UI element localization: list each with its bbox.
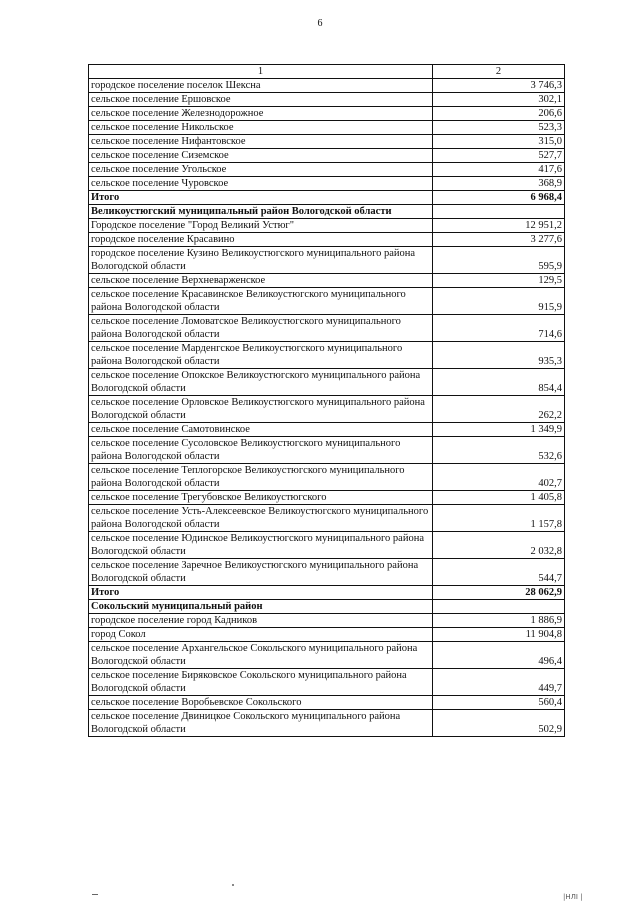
settlement-name-cell: сельское поселение Опокское Великоустюгского муниципального района Вологодской области	[89, 369, 433, 396]
amount-cell: 3 277,6	[433, 233, 565, 247]
table-row	[89, 342, 565, 369]
settlement-name-cell: сельское поселение Двиницкое Сокольского муниципального района Вологодской области	[89, 710, 433, 737]
amount-cell: 595,9	[433, 247, 565, 274]
amount-cell: 3 746,3	[433, 79, 565, 93]
amount-cell: 206,6	[433, 107, 565, 121]
settlement-name-cell: сельское поселение Ломоватское Великоустюгского муниципального района Вологодской области	[89, 315, 433, 342]
settlement-name-cell: сельское поселение Никольское	[89, 121, 433, 135]
amount-cell: 496,4	[433, 642, 565, 669]
district-name-cell: Сокольский муниципальный район	[89, 600, 433, 614]
settlement-name-cell: сельское поселение Железнодорожное	[89, 107, 433, 121]
amount-cell	[433, 205, 565, 219]
table-row	[89, 288, 565, 315]
settlement-name-cell: городское поселение город Кадников	[89, 614, 433, 628]
settlement-name-cell: сельское поселение Биряковское Сокольского муниципального района Вологодской области	[89, 669, 433, 696]
settlement-name-cell: Городское поселение "Город Великий Устюг"	[89, 219, 433, 233]
settlement-name-cell: городское поселение Кузино Великоустюгского муниципального района Вологодской области	[89, 247, 433, 274]
table-row	[89, 559, 565, 586]
settlement-name-cell: сельское поселение Нифантовское	[89, 135, 433, 149]
table-row	[89, 437, 565, 464]
amount-cell: 560,4	[433, 696, 565, 710]
table-row	[89, 163, 565, 177]
section-header-row	[89, 205, 565, 219]
table-row	[89, 135, 565, 149]
amount-cell: 854,4	[433, 369, 565, 396]
amount-cell: 544,7	[433, 559, 565, 586]
table-row	[89, 149, 565, 163]
amount-cell: 368,9	[433, 177, 565, 191]
amount-cell: 262,2	[433, 396, 565, 423]
table-row	[89, 669, 565, 696]
amount-cell: 1 886,9	[433, 614, 565, 628]
settlement-name-cell: Итого	[89, 586, 433, 600]
amount-cell: 315,0	[433, 135, 565, 149]
amount-cell: 527,7	[433, 149, 565, 163]
settlement-name-cell: сельское поселение Орловское Великоустюгского муниципального района Вологодской области	[89, 396, 433, 423]
settlement-name-cell: сельское поселение Сиземское	[89, 149, 433, 163]
table-row	[89, 696, 565, 710]
table-row	[89, 642, 565, 669]
table-row	[89, 219, 565, 233]
amount-cell: 915,9	[433, 288, 565, 315]
column-header-1: 1	[89, 65, 433, 79]
settlement-name-cell: сельское поселение Сусоловское Великоустюгского муниципального района Вологодской области	[89, 437, 433, 464]
table-row	[89, 274, 565, 288]
settlement-name-cell: сельское поселение Ершовское	[89, 93, 433, 107]
settlement-name-cell: сельское поселение Заречное Великоустюгского муниципального района Вологодской области	[89, 559, 433, 586]
amount-cell: 302,1	[433, 93, 565, 107]
table-row	[89, 614, 565, 628]
settlement-name-cell: сельское поселение Воробьевское Сокольского	[89, 696, 433, 710]
settlement-name-cell: сельское поселение Угольское	[89, 163, 433, 177]
amount-cell: 1 157,8	[433, 505, 565, 532]
settlement-name-cell: городское поселение поселок Шексна	[89, 79, 433, 93]
table-row	[89, 233, 565, 247]
table-row	[89, 177, 565, 191]
settlement-name-cell: Итого	[89, 191, 433, 205]
settlement-name-cell: сельское поселение Теплогорское Великоустюгского муниципального района Вологодской области	[89, 464, 433, 491]
table-row	[89, 79, 565, 93]
settlement-name-cell: сельское поселение Красавинское Великоустюгского муниципального района Вологодской области	[89, 288, 433, 315]
amount-cell: 12 951,2	[433, 219, 565, 233]
amount-cell: 417,6	[433, 163, 565, 177]
amount-cell: 129,5	[433, 274, 565, 288]
section-header-row	[89, 600, 565, 614]
amount-cell: 402,7	[433, 464, 565, 491]
table-row	[89, 464, 565, 491]
settlement-name-cell: сельское поселение Марденгское Великоустюгского муниципального района Вологодской области	[89, 342, 433, 369]
amount-cell: 6 968,4	[433, 191, 565, 205]
settlement-name-cell: сельское поселение Архангельское Сокольского муниципального района Вологодской области	[89, 642, 433, 669]
amount-cell: 935,3	[433, 342, 565, 369]
table-row	[89, 396, 565, 423]
amount-cell: 532,6	[433, 437, 565, 464]
amount-cell: 2 032,8	[433, 532, 565, 559]
table-row	[89, 710, 565, 737]
table-row	[89, 121, 565, 135]
table-row	[89, 505, 565, 532]
table-header-row	[89, 65, 565, 79]
amount-cell: 502,9	[433, 710, 565, 737]
table-row	[89, 423, 565, 437]
settlement-name-cell: сельское поселение Чуровское	[89, 177, 433, 191]
column-header-2: 2	[433, 65, 565, 79]
table-row	[89, 247, 565, 274]
page-number: 6	[317, 18, 323, 29]
footer-mark-left	[92, 894, 98, 895]
total-row	[89, 586, 565, 600]
footer-mark-right: |НЛI |	[563, 893, 583, 901]
settlement-name-cell: сельское поселение Верхневарженское	[89, 274, 433, 288]
amount-cell: 11 904,8	[433, 628, 565, 642]
district-name-cell: Великоустюгский муниципальный район Вологодской области	[89, 205, 433, 219]
total-row	[89, 191, 565, 205]
settlement-name-cell: сельское поселение Трегубовское Великоустюгского	[89, 491, 433, 505]
settlement-name-cell: сельское поселение Юдинское Великоустюгского муниципального района Вологодской области	[89, 532, 433, 559]
settlement-name-cell: город Сокол	[89, 628, 433, 642]
settlement-name-cell: городское поселение Красавино	[89, 233, 433, 247]
settlement-name-cell: сельское поселение Самотовинское	[89, 423, 433, 437]
table-row	[89, 315, 565, 342]
table-row	[89, 532, 565, 559]
table-row	[89, 369, 565, 396]
table-row	[89, 628, 565, 642]
amount-cell: 523,3	[433, 121, 565, 135]
table-row	[89, 93, 565, 107]
settlement-name-cell: сельское поселение Усть-Алексеевское Великоустюгского муниципального района Вологодской области	[89, 505, 433, 532]
table-row	[89, 107, 565, 121]
footer-mark-middle	[232, 884, 234, 886]
amount-cell: 1 349,9	[433, 423, 565, 437]
amount-cell: 449,7	[433, 669, 565, 696]
allocation-table	[88, 64, 565, 737]
amount-cell: 714,6	[433, 315, 565, 342]
amount-cell	[433, 600, 565, 614]
amount-cell: 28 062,9	[433, 586, 565, 600]
amount-cell: 1 405,8	[433, 491, 565, 505]
table-row	[89, 491, 565, 505]
